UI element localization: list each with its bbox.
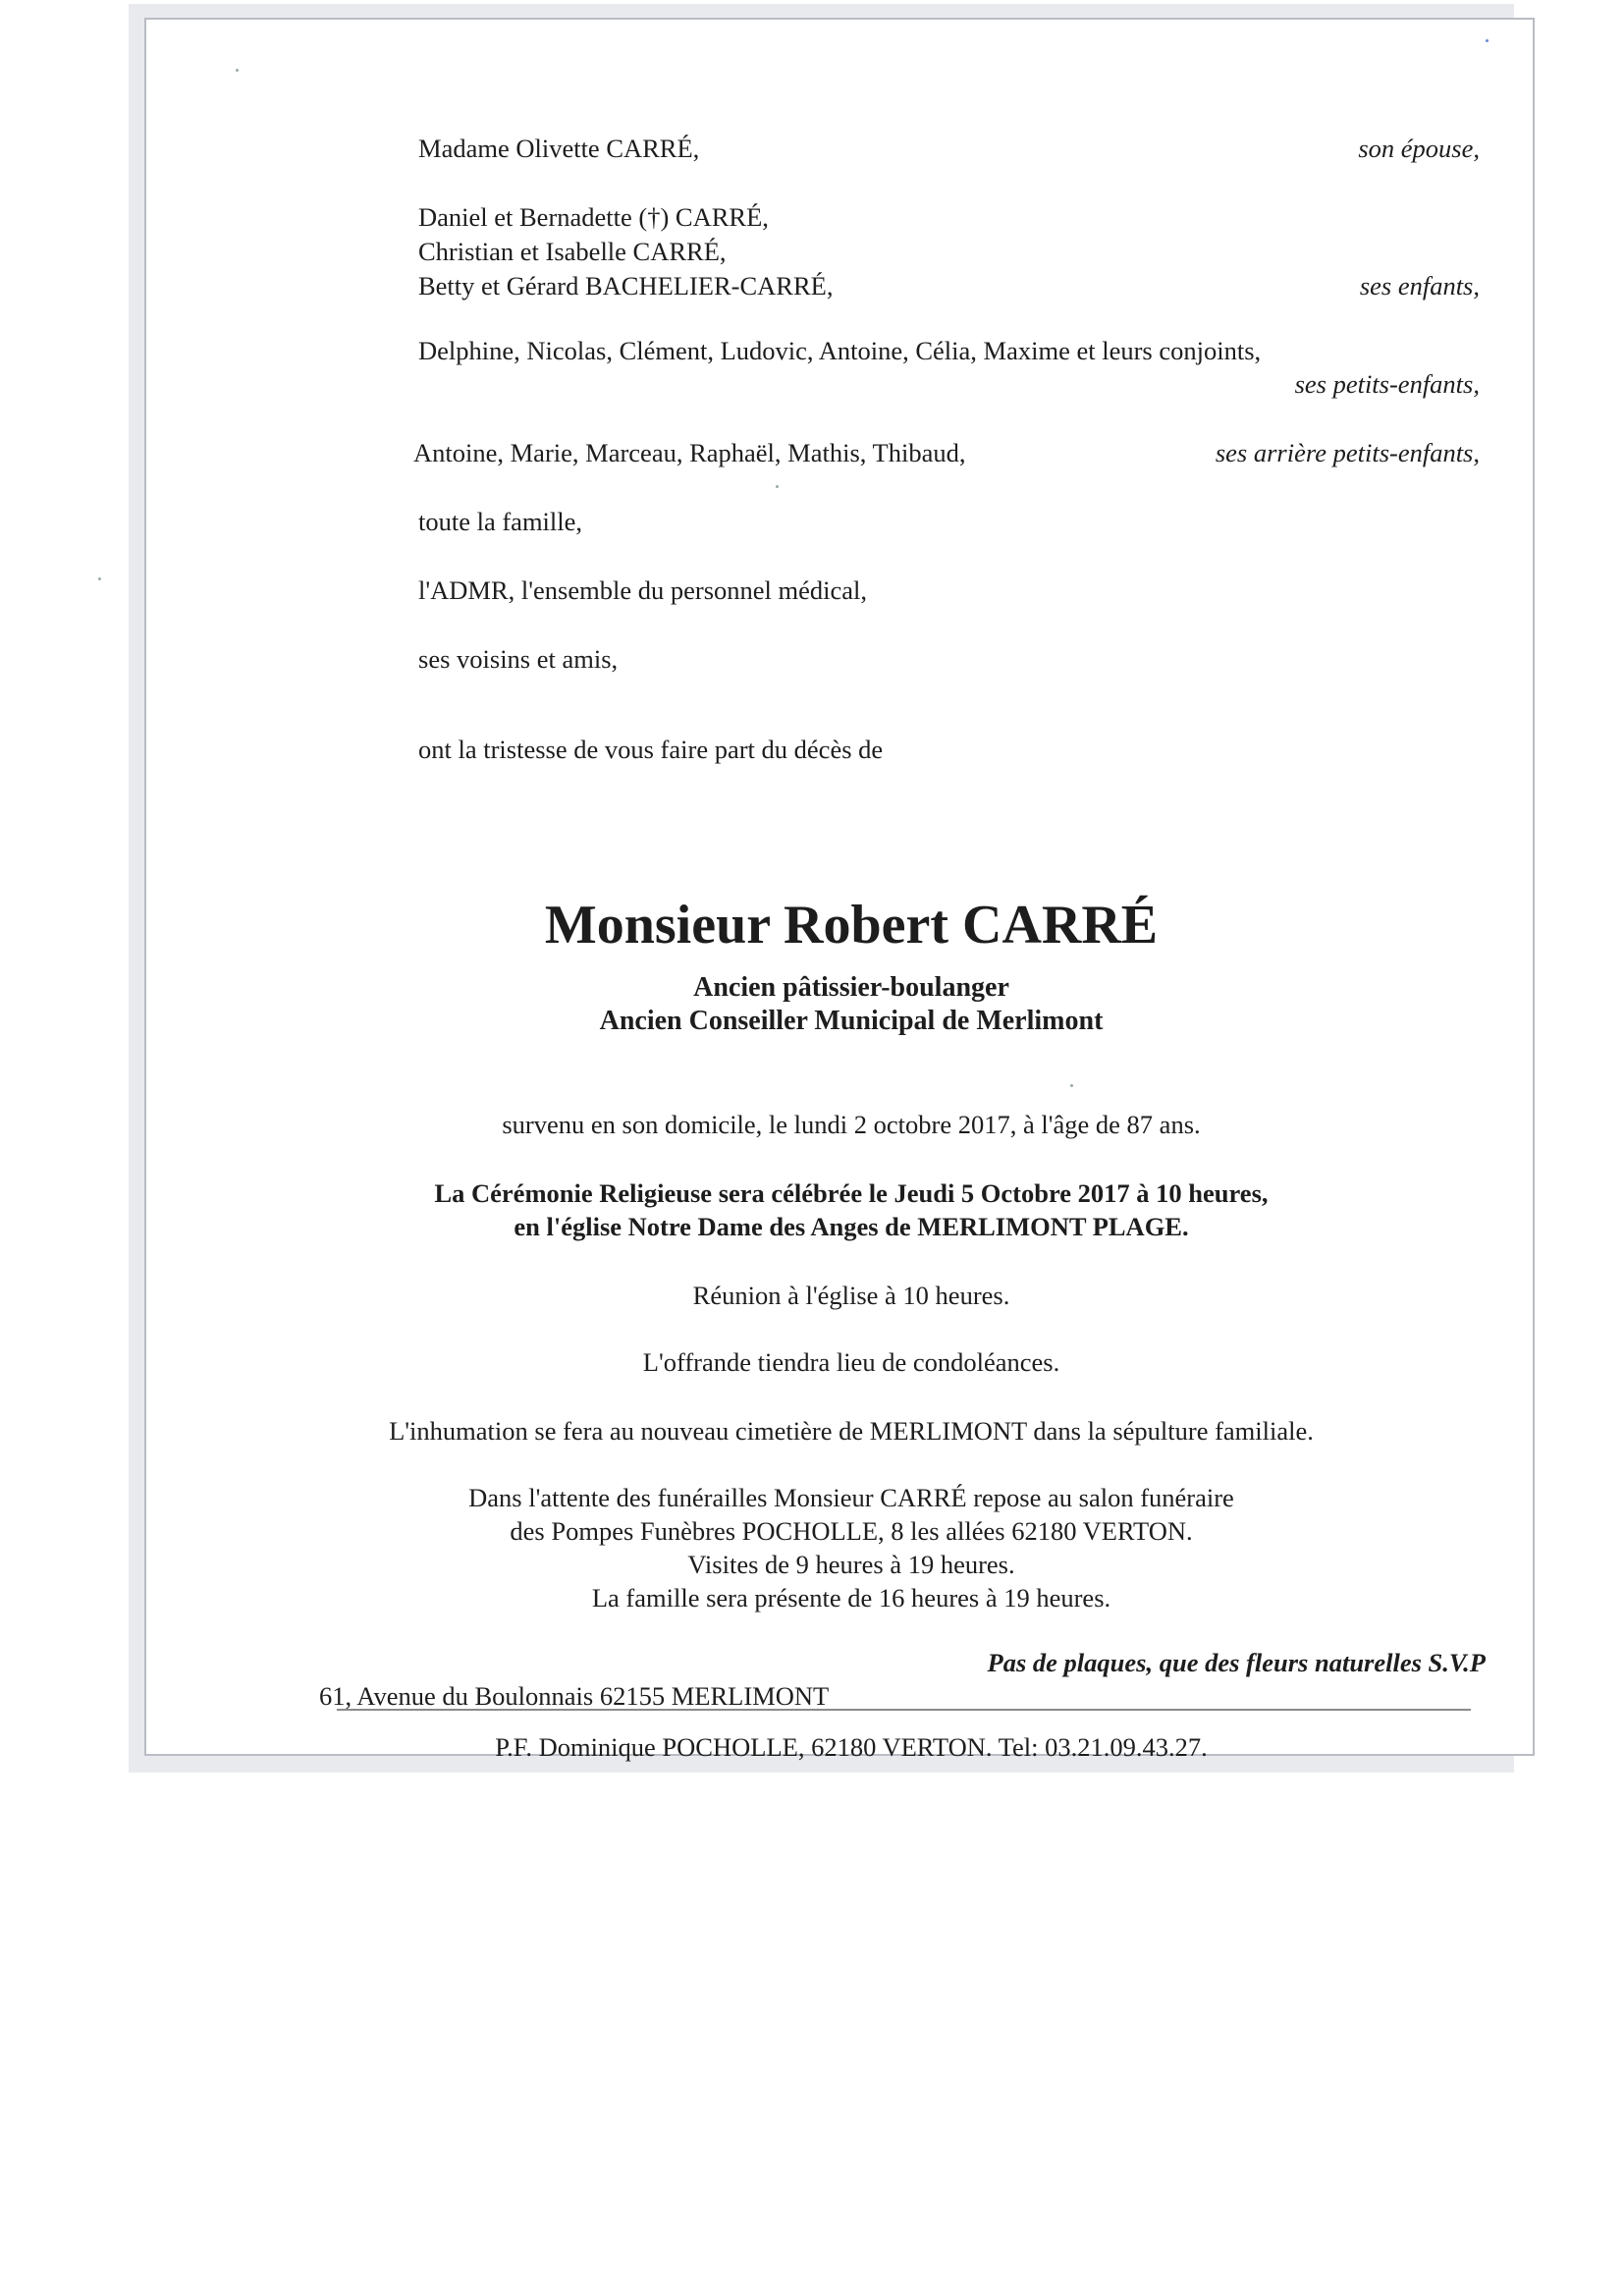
- viewing-line: Visites de 9 heures à 19 heures.: [687, 1550, 1015, 1579]
- great-grandchildren-names: Antoine, Marie, Marceau, Raphaël, Mathis, Thibaud,: [413, 438, 966, 467]
- other-mourners: ses voisins et amis,: [418, 644, 619, 674]
- scan-speck: [776, 485, 779, 488]
- viewing-line: des Pompes Funèbres POCHOLLE, 8 les allées 62180 VERTON.: [510, 1516, 1193, 1546]
- children-relation: ses enfants,: [1359, 271, 1480, 301]
- burial-note: L'inhumation se fera au nouveau cimetière de MERLIMONT dans la sépulture familiale.: [389, 1416, 1314, 1446]
- spouse-relation: son épouse,: [1358, 134, 1480, 163]
- child-line: Daniel et Bernadette (†) CARRÉ,: [418, 202, 769, 232]
- ceremony-line: La Cérémonie Religieuse sera célébrée le Jeudi 5 Octobre 2017 à 10 heures,: [434, 1178, 1269, 1208]
- viewing-line: Dans l'attente des funérailles Monsieur CARRÉ repose au salon funéraire: [468, 1483, 1234, 1512]
- great-grandchildren-relation: ses arrière petits-enfants,: [1215, 438, 1480, 467]
- flowers-note: Pas de plaques, que des fleurs naturelles S.V.P: [987, 1648, 1486, 1677]
- grandchildren-names: Delphine, Nicolas, Clément, Ludovic, Antoine, Célia, Maxime et leurs conjoints,: [418, 336, 1262, 365]
- child-line: Betty et Gérard BACHELIER-CARRÉ,: [418, 271, 834, 301]
- other-mourners: l'ADMR, l'ensemble du personnel médical,: [418, 575, 868, 605]
- deceased-title: Ancien pâtissier-boulanger: [693, 972, 1009, 1003]
- ceremony-line: en l'église Notre Dame des Anges de MERLIMONT PLAGE.: [514, 1212, 1189, 1241]
- death-statement: survenu en son domicile, le lundi 2 octobre 2017, à l'âge de 87 ans.: [502, 1110, 1201, 1139]
- obituary-card: [144, 18, 1535, 1762]
- scan-speck: [1486, 39, 1489, 42]
- scan-speck: [98, 577, 101, 580]
- scan-speck: [1070, 1084, 1073, 1087]
- funeral-home-contact: P.F. Dominique POCHOLLE, 62180 VERTON. Tel: 03.21.09.43.27.: [495, 1732, 1208, 1762]
- family-address: 61, Avenue du Boulonnais 62155 MERLIMONT: [319, 1681, 830, 1711]
- footer-divider: [337, 1709, 1471, 1711]
- announcement-line: ont la tristesse de vous faire part du décès de: [418, 735, 884, 764]
- other-mourners: toute la famille,: [418, 507, 583, 536]
- scan-speck: [236, 69, 239, 72]
- deceased-title: Ancien Conseiller Municipal de Merlimont: [599, 1006, 1104, 1036]
- deceased-name: Monsieur Robert CARRÉ: [544, 895, 1159, 956]
- grandchildren-relation: ses petits-enfants,: [1294, 369, 1480, 399]
- gathering-note: Réunion à l'église à 10 heures.: [692, 1281, 1010, 1310]
- spouse-name: Madame Olivette CARRÉ,: [418, 134, 700, 163]
- offering-note: L'offrande tiendra lieu de condoléances.: [642, 1347, 1060, 1377]
- viewing-line: La famille sera présente de 16 heures à 19 heures.: [591, 1583, 1111, 1613]
- child-line: Christian et Isabelle CARRÉ,: [418, 237, 727, 266]
